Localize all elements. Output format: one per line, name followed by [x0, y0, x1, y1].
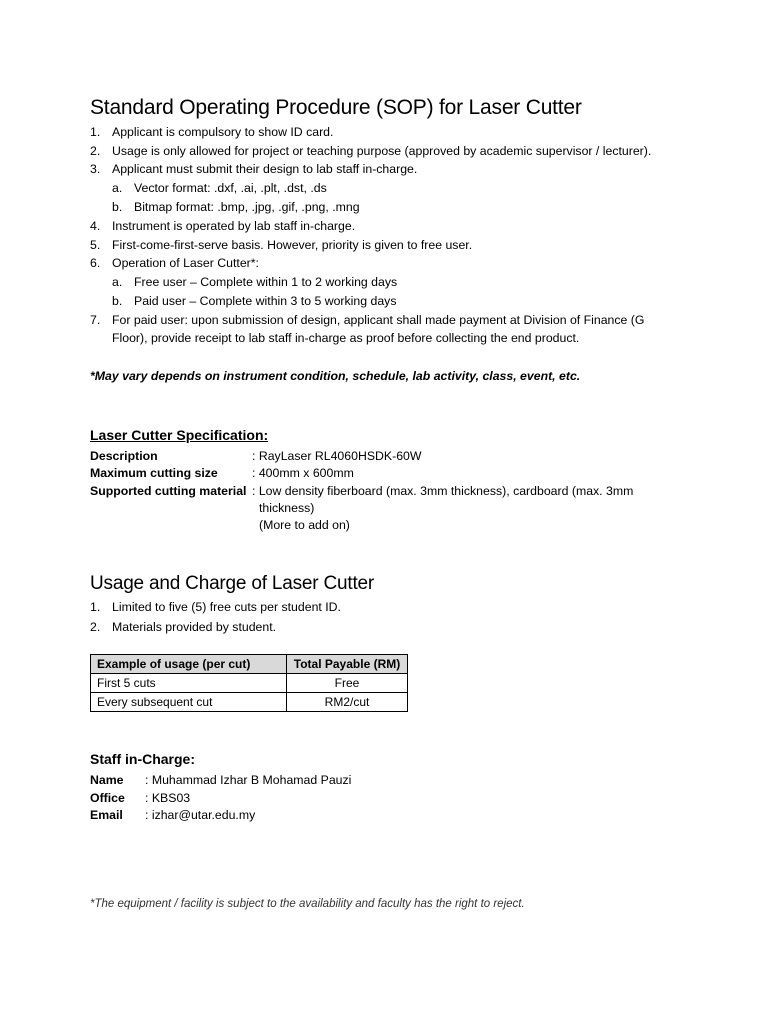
usage-item-2	[90, 620, 276, 634]
sop-item-7	[90, 313, 644, 327]
sop-item-text: Applicant must submit their design to lab staff in-charge.	[112, 162, 418, 176]
sop-item-number: 2.	[90, 144, 101, 158]
sop-subitem-6a	[112, 275, 397, 289]
sop-subitem-letter: a.	[112, 181, 123, 195]
sop-item-text: Usage is only allowed for project or teaching purpose (approved by academic supervisor / lecturer).	[112, 144, 652, 158]
usage-item-number: 1.	[90, 600, 101, 614]
staff-value-name: : Muhammad Izhar B Mohamad Pauzi	[145, 773, 352, 787]
sop-subitem-letter: b.	[112, 294, 123, 308]
sop-item-number: 4.	[90, 219, 101, 233]
spec-value-material-continuation: thickness)	[259, 501, 315, 515]
sop-item-number: 5.	[90, 238, 101, 252]
staff-value-email: : izhar@utar.edu.my	[145, 808, 256, 822]
usage-item-number: 2.	[90, 620, 101, 634]
sop-item-text: Instrument is operated by lab staff in-charge.	[112, 219, 356, 233]
sop-subitem-3b	[112, 200, 360, 214]
table-cell-payable: RM2/cut	[287, 693, 408, 712]
spec-label-material: Supported cutting material	[90, 484, 247, 498]
sop-item-text: For paid user: upon submission of design, applicant shall made payment at Division of Finance (G	[112, 313, 645, 327]
spec-label-max-size: Maximum cutting size	[90, 466, 218, 480]
sop-item-text: First-come-first-serve basis. However, priority is given to free user.	[112, 238, 473, 252]
table-header-row	[91, 655, 408, 674]
sop-subitem-letter: b.	[112, 200, 123, 214]
sop-item-text: Operation of Laser Cutter*:	[112, 256, 259, 270]
sop-subitem-text: Vector format: .dxf, .ai, .plt, .dst, .ds	[134, 181, 327, 195]
sop-item-number: 6.	[90, 256, 101, 270]
spec-value-max-size: : 400mm x 600mm	[252, 466, 354, 480]
sop-subitem-text: Free user – Complete within 1 to 2 working days	[134, 275, 398, 289]
table-cell-payable: Free	[287, 674, 408, 693]
staff-label-email: Email	[90, 808, 123, 822]
usage-title: Usage and Charge of Laser Cutter	[90, 573, 375, 594]
spec-value-description: : RayLaser RL4060HSDK-60W	[252, 449, 422, 463]
sop-note: *May vary depends on instrument condition, schedule, lab activity, class, event, etc.	[90, 369, 581, 383]
usage-item-text: Limited to five (5) free cuts per student ID.	[112, 600, 341, 614]
spec-value-material: : Low density fiberboard (max. 3mm thickness), cardboard (max. 3mm	[252, 484, 634, 498]
table-row	[91, 674, 408, 693]
table-cell-usage: Every subsequent cut	[91, 693, 287, 712]
table-header-usage: Example of usage (per cut)	[91, 655, 287, 674]
table-row	[91, 693, 408, 712]
sop-subitem-text: Bitmap format: .bmp, .jpg, .gif, .png, .mng	[134, 200, 360, 214]
spec-title: Laser Cutter Specification:	[90, 427, 269, 443]
spec-value-more: (More to add on)	[259, 518, 350, 532]
sop-title: Standard Operating Procedure (SOP) for Laser Cutter	[90, 96, 582, 119]
staff-label-office: Office	[90, 791, 125, 805]
sop-item-text: Floor), provide receipt to lab staff in-charge as proof before collecting the end product.	[112, 331, 580, 345]
charges-table	[90, 654, 408, 712]
sop-item-4	[90, 219, 355, 233]
sop-item-number: 7.	[90, 313, 101, 327]
sop-item-1	[90, 125, 333, 139]
usage-item-text: Materials provided by student.	[112, 620, 277, 634]
sop-item-2	[90, 144, 651, 158]
sop-item-6	[90, 256, 259, 270]
staff-title: Staff in-Charge:	[90, 751, 195, 767]
sop-subitem-text: Paid user – Complete within 3 to 5 working days	[134, 294, 397, 308]
sop-subitem-6b	[112, 294, 396, 308]
sop-item-number: 1.	[90, 125, 101, 139]
sop-item-text: Applicant is compulsory to show ID card.	[112, 125, 334, 139]
footer-disclaimer: *The equipment / facility is subject to the availability and faculty has the right to reject.	[90, 898, 525, 910]
sop-item-3	[90, 162, 417, 176]
sop-subitem-3a	[112, 181, 327, 195]
sop-item-5	[90, 238, 472, 252]
table-header-payable: Total Payable (RM)	[287, 655, 408, 674]
staff-label-name: Name	[90, 773, 124, 787]
table-cell-usage: First 5 cuts	[91, 674, 287, 693]
sop-item-number: 3.	[90, 162, 101, 176]
sop-subitem-letter: a.	[112, 275, 123, 289]
spec-label-description: Description	[90, 449, 158, 463]
staff-value-office: : KBS03	[145, 791, 191, 805]
usage-item-1	[90, 600, 341, 614]
sop-item-7-continuation	[112, 331, 579, 345]
